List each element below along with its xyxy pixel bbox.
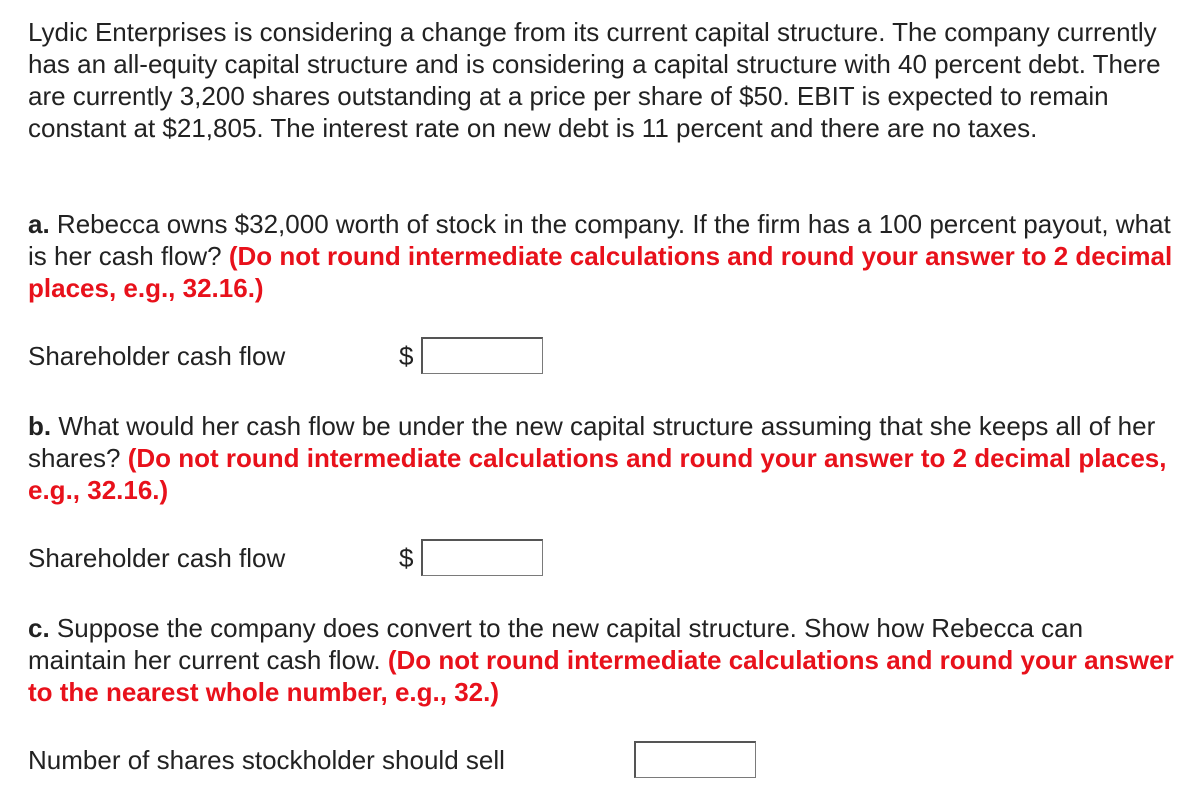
part-b-instruction: (Do not round intermediate calculations and round your answer to 2 decimal places, e.g., 32.16.)	[28, 443, 1167, 505]
part-a-label: a.	[28, 209, 50, 239]
question-a	[28, 208, 1178, 304]
part-a-question: Rebecca owns $32,000 worth of stock in the company. If the firm has a 100 percent payout, what is her cash flow?	[28, 209, 1171, 271]
part-b-question: What would her cash flow be under the new capital structure assuming that she keeps all of her shares?	[28, 411, 1156, 473]
question-c	[28, 612, 1178, 708]
part-c-instruction: (Do not round intermediate calculations and round your answer to the nearest whole number, e.g., 32.)	[28, 645, 1174, 707]
problem-intro: Lydic Enterprises is considering a change from its current capital structure. The company currently has an all-equity capital structure and is considering a capital structure with 40 percent debt. There are currently 3,200 shares outstanding at a price per share of $50. EBIT is expected to remain constant at $21,805. The interest rate on new debt is 11 percent and there are no taxes.	[28, 17, 1161, 143]
dollar-sign-b: $	[399, 543, 414, 573]
shares-to-sell-label: Number of shares stockholder should sell	[28, 745, 505, 775]
question-b	[28, 410, 1178, 506]
dollar-sign-a: $	[399, 341, 414, 371]
part-c-question: Suppose the company does convert to the new capital structure. Show how Rebecca can maintain her current cash flow.	[28, 613, 1084, 675]
shares-to-sell-input[interactable]	[634, 741, 756, 778]
shareholder-cash-flow-label-b: Shareholder cash flow	[28, 543, 286, 573]
shareholder-cash-flow-label-a: Shareholder cash flow	[28, 341, 286, 371]
part-a-instruction: (Do not round intermediate calculations and round your answer to 2 decimal places, e.g., 32.16.)	[28, 241, 1173, 303]
part-c-label: c.	[28, 613, 50, 643]
part-b-label: b.	[28, 411, 52, 441]
shareholder-cash-flow-input-a[interactable]	[421, 337, 543, 374]
shareholder-cash-flow-input-b[interactable]	[421, 539, 543, 576]
